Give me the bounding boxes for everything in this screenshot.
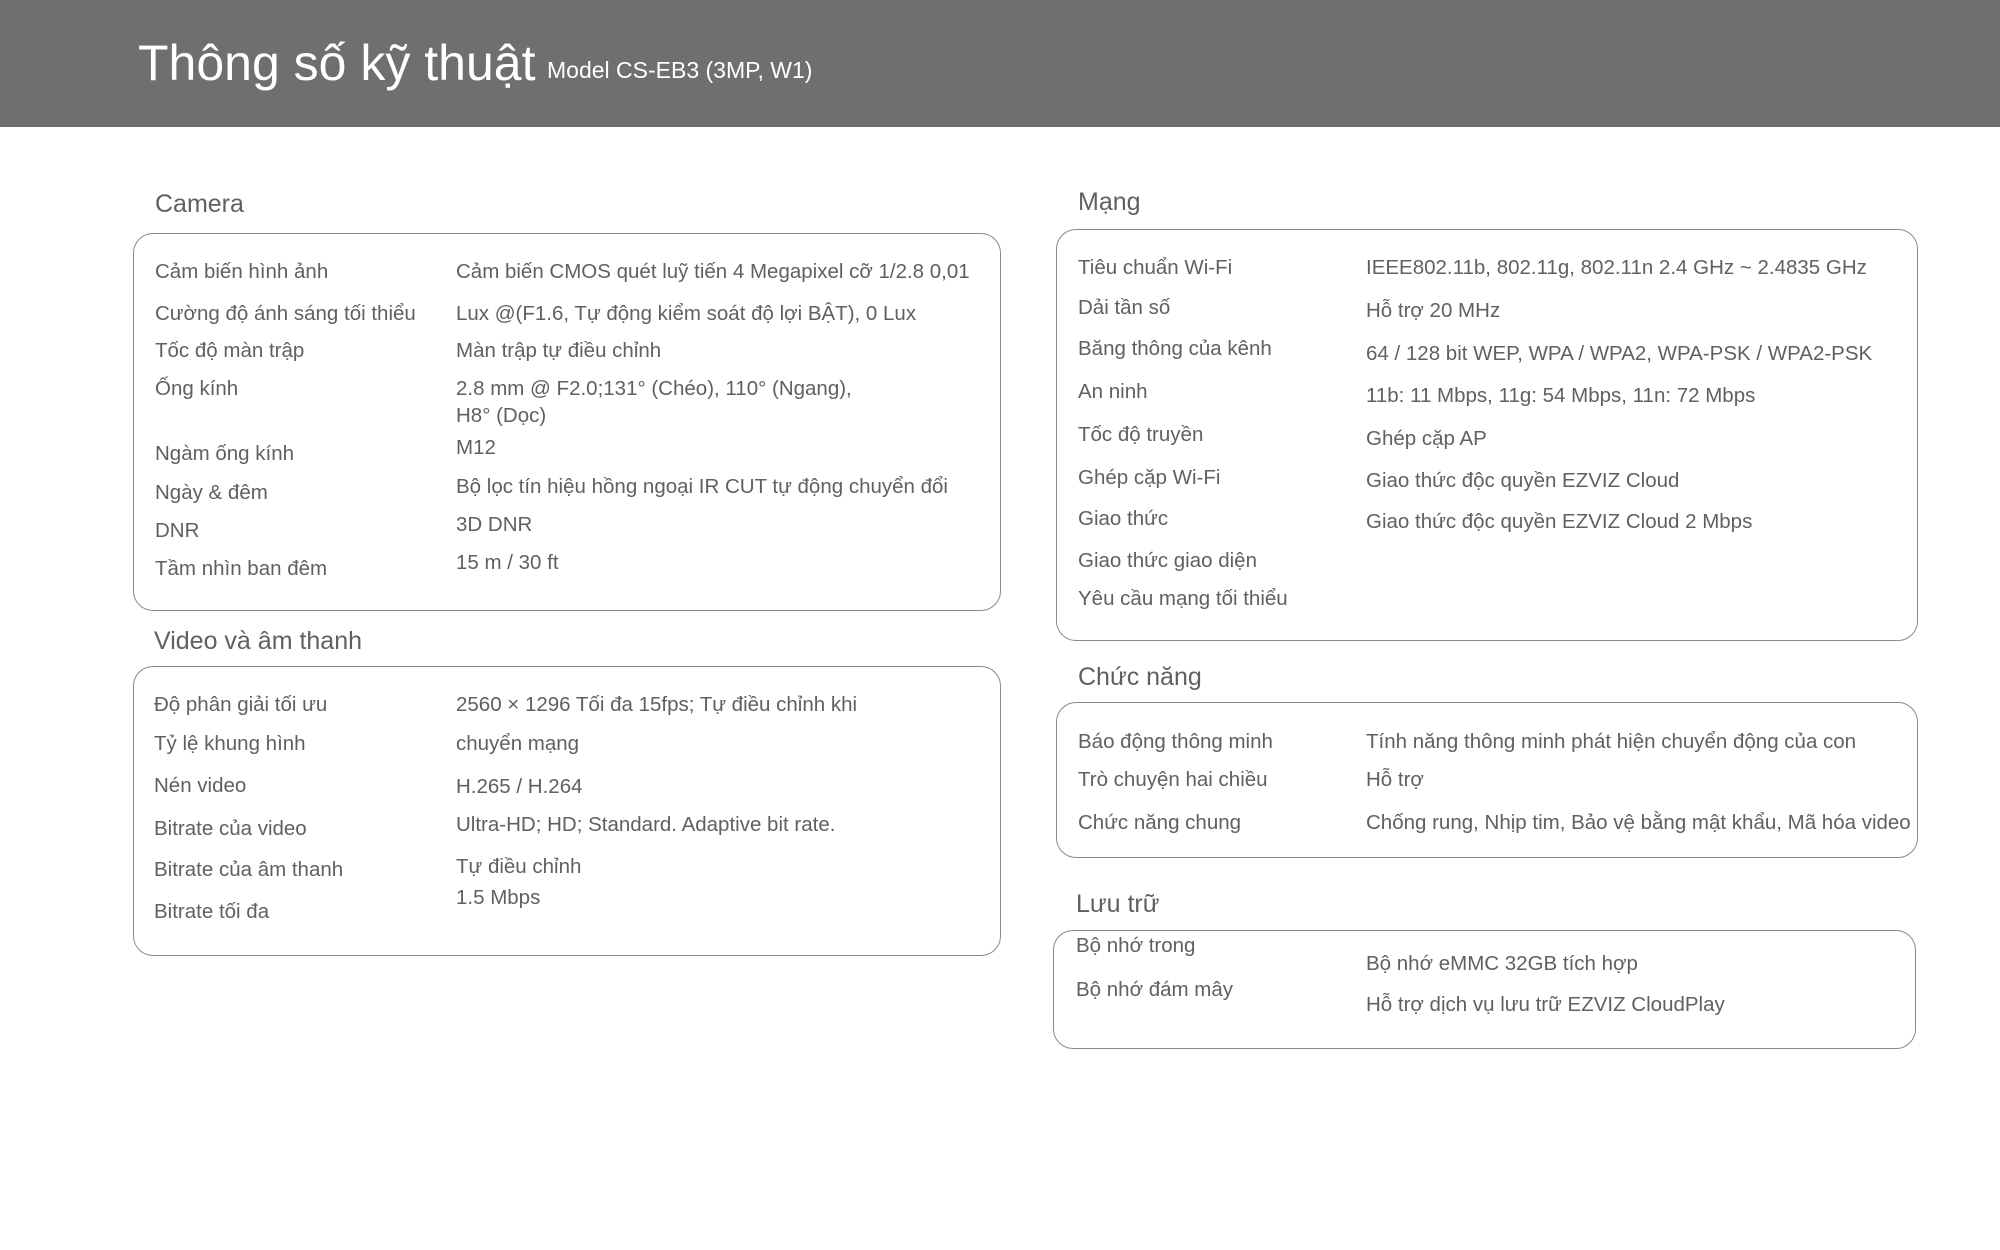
header-bar	[0, 0, 2000, 127]
spec-value: Lux @(F1.6, Tự động kiểm soát độ lợi BẬT), 0 Lux	[456, 302, 917, 325]
spec-label: Bitrate tối đa	[154, 900, 270, 923]
spec-value: Giao thức độc quyền EZVIZ Cloud	[1366, 469, 1680, 492]
spec-value: Cảm biến CMOS quét luỹ tiến 4 Megapixel cỡ 1/2.8 0,01	[456, 260, 970, 283]
spec-label: Ngày & đêm	[155, 481, 268, 504]
spec-label: Trò chuyện hai chiều	[1078, 768, 1268, 791]
spec-label: Bitrate của âm thanh	[154, 858, 344, 881]
spec-value: 64 / 128 bit WEP, WPA / WPA2, WPA-PSK / WPA2-PSK	[1366, 342, 1873, 365]
spec-label: Chức năng chung	[1078, 811, 1242, 834]
spec-label: Nén video	[154, 774, 247, 797]
spec-value: Tính năng thông minh phát hiện chuyển động của con	[1366, 730, 1857, 753]
spec-label: Độ phân giải tối ưu	[154, 693, 328, 716]
spec-value: Ultra-HD; HD; Standard. Adaptive bit rate.	[456, 813, 836, 836]
spec-value: Tự điều chỉnh	[456, 855, 582, 878]
functions-section-title: Chức năng	[1078, 663, 1202, 691]
spec-label: Bộ nhớ đám mây	[1076, 978, 1234, 1001]
spec-value: Bộ lọc tín hiệu hồng ngoại IR CUT tự động chuyển đổi	[456, 475, 948, 498]
spec-label: Bộ nhớ trong	[1076, 934, 1196, 957]
spec-label: Giao thức	[1078, 507, 1169, 530]
spec-label: Tầm nhìn ban đêm	[155, 557, 328, 580]
spec-label: Tốc độ truyền	[1078, 423, 1204, 446]
camera-section-title: Camera	[155, 190, 244, 218]
spec-label: Ống kính	[155, 377, 239, 400]
spec-value: 2560 × 1296 Tối đa 15fps; Tự điều chỉnh khi	[456, 693, 858, 716]
spec-label: An ninh	[1078, 380, 1148, 403]
spec-label: Báo động thông minh	[1078, 730, 1273, 753]
spec-label: Ngàm ống kính	[155, 442, 295, 465]
spec-label: Bitrate của video	[154, 817, 307, 840]
page-title: Thông số kỹ thuật	[138, 35, 536, 91]
spec-value: H.265 / H.264	[456, 775, 583, 798]
spec-value: 2.8 mm @ F2.0;131° (Chéo), 110° (Ngang),	[456, 377, 852, 400]
storage-section-title: Lưu trữ	[1076, 890, 1160, 918]
spec-value: 15 m / 30 ft	[456, 551, 559, 574]
spec-label: Cảm biến hình ảnh	[155, 260, 329, 283]
spec-label: Tỷ lệ khung hình	[154, 732, 306, 755]
spec-value: IEEE802.11b, 802.11g, 802.11n 2.4 GHz ~ 2.4835 GHz	[1366, 256, 1867, 279]
spec-value: Hỗ trợ	[1366, 768, 1424, 791]
spec-label: Dải tần số	[1078, 296, 1171, 319]
spec-label: Yêu cầu mạng tối thiểu	[1078, 587, 1288, 610]
spec-value: Chống rung, Nhịp tim, Bảo vệ bằng mật khẩu, Mã hóa video	[1366, 811, 1911, 834]
spec-label: Băng thông của kênh	[1078, 337, 1272, 360]
video-section-title: Video và âm thanh	[154, 627, 363, 655]
spec-value: H8° (Dọc)	[456, 404, 547, 427]
spec-value: 3D DNR	[456, 513, 533, 536]
spec-label: Cường độ ánh sáng tối thiểu	[155, 302, 416, 325]
spec-value: Hỗ trợ dịch vụ lưu trữ EZVIZ CloudPlay	[1366, 993, 1725, 1016]
spec-label: Ghép cặp Wi-Fi	[1078, 466, 1221, 489]
spec-value: Bộ nhớ eMMC 32GB tích hợp	[1366, 952, 1638, 975]
spec-label: DNR	[155, 519, 200, 542]
spec-label: Tiêu chuẩn Wi-Fi	[1078, 256, 1233, 279]
spec-value: Ghép cặp AP	[1366, 427, 1487, 450]
network-section-title: Mạng	[1078, 188, 1141, 216]
spec-label: Giao thức giao diện	[1078, 549, 1257, 572]
spec-value: M12	[456, 436, 496, 459]
spec-value: 1.5 Mbps	[456, 886, 541, 909]
spec-label: Tốc độ màn trập	[155, 339, 305, 362]
spec-value: chuyển mạng	[456, 732, 580, 755]
spec-value: Giao thức độc quyền EZVIZ Cloud 2 Mbps	[1366, 510, 1753, 533]
spec-value: Hỗ trợ 20 MHz	[1366, 299, 1501, 322]
spec-value: Màn trập tự điều chỉnh	[456, 339, 662, 362]
spec-value: 11b: 11 Mbps, 11g: 54 Mbps, 11n: 72 Mbps	[1366, 384, 1756, 407]
model-subtitle: Model CS-EB3 (3MP, W1)	[547, 57, 813, 83]
